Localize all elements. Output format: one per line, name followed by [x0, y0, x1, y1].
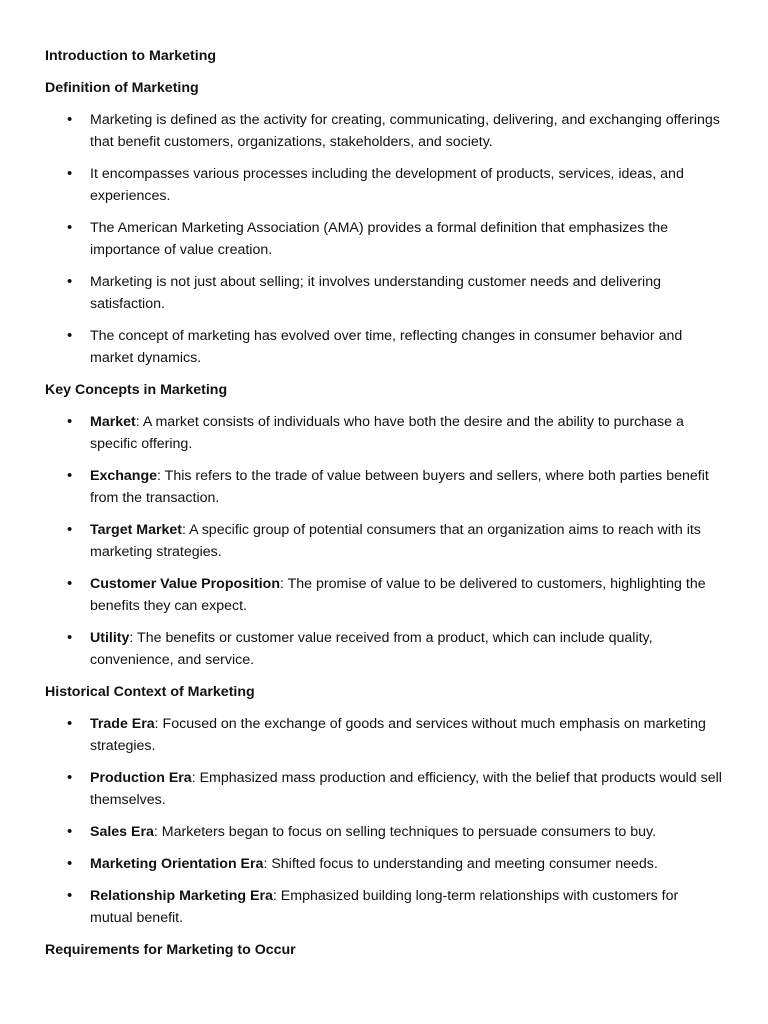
item-term: Customer Value Proposition: [90, 576, 280, 592]
list-item: [45, 163, 723, 207]
section-definition: [45, 77, 723, 369]
item-term: Target Market: [90, 522, 182, 538]
item-term: Production Era: [90, 770, 192, 786]
item-text: : Marketers began to focus on selling techniques to persuade consumers to buy.: [153, 824, 657, 840]
bullet-list: [45, 411, 723, 671]
item-text: : Shifted focus to understanding and meeting consumer needs.: [263, 856, 658, 872]
item-term: Exchange: [90, 468, 158, 484]
list-item: [45, 573, 723, 617]
item-text: It encompasses various processes including the development of products, services, ideas, and experiences.: [90, 166, 684, 204]
item-text: : A specific group of potential consumers that an organization aims to reach with its marketing strategies.: [90, 522, 701, 560]
item-text: The concept of marketing has evolved over time, reflecting changes in consumer behavior and market dynamics.: [90, 328, 683, 366]
list-item: [45, 465, 723, 509]
item-text: : Emphasized mass production and efficiency, with the belief that products would sell themselves.: [90, 770, 722, 808]
list-item: [45, 519, 723, 563]
section-heading: Requirements for Marketing to Occur: [45, 942, 296, 958]
list-item: [45, 109, 723, 153]
item-term: Sales Era: [90, 824, 154, 840]
item-term: Utility: [90, 630, 130, 646]
list-item: [45, 411, 723, 455]
list-item: [45, 325, 723, 369]
item-term: Relationship Marketing Era: [90, 888, 273, 904]
item-text: The American Marketing Association (AMA) provides a formal definition that emphasizes the importance of value creation.: [90, 220, 669, 258]
item-term: Trade Era: [90, 716, 155, 732]
item-text: : The promise of value to be delivered to customers, highlighting the benefits they can expect.: [90, 576, 706, 614]
list-item: [45, 885, 723, 929]
section-heading: Historical Context of Marketing: [45, 684, 255, 700]
section-heading: Definition of Marketing: [45, 80, 199, 96]
item-text: Marketing is not just about selling; it involves understanding customer needs and delivering satisfaction.: [90, 274, 661, 312]
list-item: [45, 627, 723, 671]
item-text: : This refers to the trade of value between buyers and sellers, where both parties benefit from the transaction.: [90, 468, 709, 506]
list-item: [45, 713, 723, 757]
bullet-list: [45, 109, 723, 369]
item-term: Market: [90, 414, 136, 430]
item-text: : Focused on the exchange of goods and services without much emphasis on marketing strategies.: [90, 716, 706, 754]
list-item: [45, 853, 723, 875]
section-historical-context: [45, 681, 723, 929]
list-item: [45, 767, 723, 811]
list-item: [45, 821, 723, 843]
section-heading: Key Concepts in Marketing: [45, 382, 228, 398]
list-item: [45, 217, 723, 261]
item-text: : The benefits or customer value received from a product, which can include quality, convenience, and service.: [90, 630, 653, 668]
section-requirements: [45, 939, 723, 961]
document-title: Introduction to Marketing: [45, 48, 217, 64]
item-text: : A market consists of individuals who have both the desire and the ability to purchase a specific offering.: [90, 414, 684, 452]
item-text: Marketing is defined as the activity for creating, communicating, delivering, and exchanging offerings that benefit customers, organizations, stakeholders, and society.: [90, 112, 720, 150]
list-item: [45, 271, 723, 315]
section-key-concepts: [45, 379, 723, 671]
item-text: : Emphasized building long-term relationships with customers for mutual benefit.: [90, 888, 679, 926]
item-term: Marketing Orientation Era: [90, 856, 264, 872]
bullet-list: [45, 713, 723, 929]
